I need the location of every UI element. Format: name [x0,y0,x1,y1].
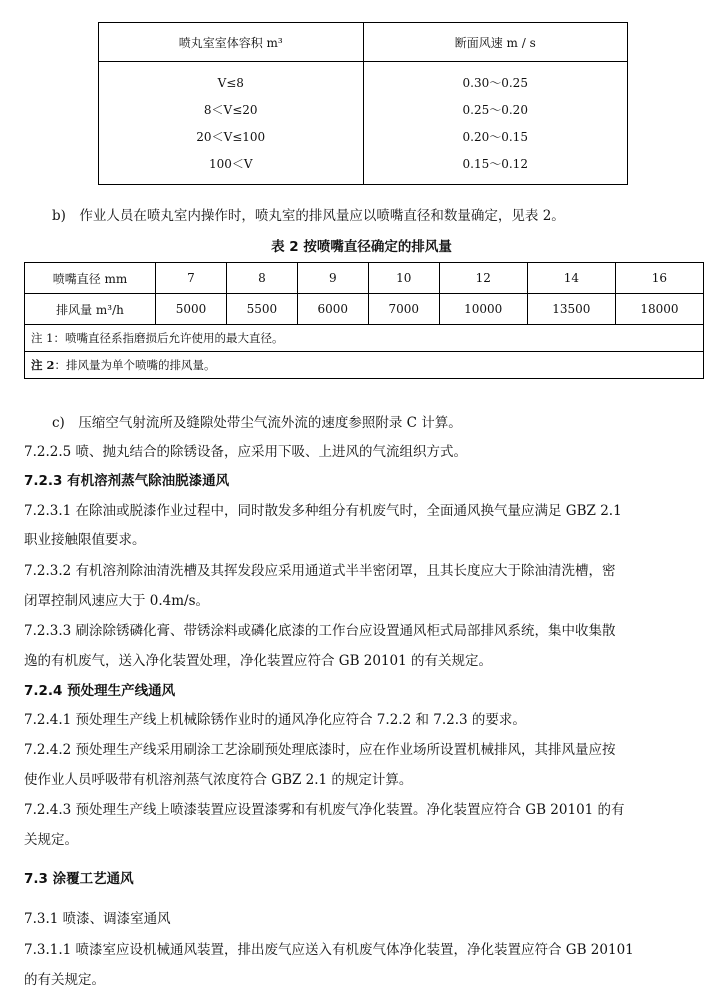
air-speed-table [98,22,628,185]
clause-7-2-4-2-cont: 使作业人员呼吸带有机溶剂蒸气浓度符合 GBZ 2.1 的规定计算。 [24,772,413,788]
table2-cell: 喷嘴直径 mm [25,263,156,294]
table2-cell: 16 [615,263,703,294]
table2-cell: 13500 [527,294,615,325]
note2-label: 注 2 [31,358,55,372]
clause-7-2-3-3: 7.2.3.3 刷涂除锈磷化膏、带锈涂料或磷化底漆的工作台应设置通风柜式局部排风系统，集中收集散 [24,623,616,639]
clause-7-2-3-3-cont: 逸的有机废气，送入净化装置处理，净化装置应符合 GB 20101 的有关规定。 [24,653,493,669]
table2-cell: 10000 [439,294,527,325]
table2-cell: 18000 [615,294,703,325]
volume-cell: 100＜V [208,157,253,171]
table2-cell: 5000 [156,294,227,325]
note2-text: ：排风量为单个喷嘴的排风量。 [54,358,216,372]
heading-7-3: 7.3 涂覆工艺通风 [24,871,134,887]
table2-cell: 6000 [297,294,368,325]
table2-note-2 [25,352,704,379]
table2-cell: 14 [527,263,615,294]
paragraph-c: c) 压缩空气射流所及缝隙处带尘气流外流的速度参照附录 C 计算。 [52,415,462,431]
volume-column [99,62,364,185]
table2-cell: 7000 [368,294,439,325]
clause-7-3-1-1: 7.3.1.1 喷漆室应设机械通风装置，排出废气应送入有机废气体净化装置，净化装置应符合 GB 20101 [24,942,634,958]
clause-7-2-4-1: 7.2.4.1 预处理生产线上机械除锈作业时的通风净化应符合 7.2.2 和 7.2.3 的要求。 [24,712,526,728]
volume-cell: V≤8 [217,76,244,90]
speed-cell: 0.20～0.15 [462,130,528,144]
clause-7-3-1-1-cont: 的有关规定。 [24,972,105,988]
exhaust-volume-table [24,262,704,379]
speed-column [363,62,628,185]
heading-7-2-4: 7.2.4 预处理生产线通风 [24,683,176,699]
clause-7-2-3-1: 7.2.3.1 在除油或脱漆作业过程中，同时散发多种组分有机废气时，全面通风换气量应满足 GBZ 2.1 [24,503,622,519]
table2-cell: 排风量 m³/h [25,294,156,325]
volume-header: 喷丸室室体容积 m³ [99,23,364,62]
speed-cell: 0.15～0.12 [462,157,528,171]
speed-cell: 0.30～0.25 [462,76,528,90]
volume-cell: 20＜V≤100 [196,130,266,144]
clause-7-2-3-2: 7.2.3.2 有机溶剂除油清洗槽及其挥发段应采用通道式半半密闭罩，且其长度应大于除油清洗槽，密 [24,563,616,579]
heading-7-2-3: 7.2.3 有机溶剂蒸气除油脱漆通风 [24,473,230,489]
table2-cell: 7 [156,263,227,294]
table2-cell: 9 [297,263,368,294]
table2-cell: 8 [226,263,297,294]
table2-cell: 10 [368,263,439,294]
table2-cell: 12 [439,263,527,294]
paragraph-b: b) 作业人员在喷丸室内操作时，喷丸室的排风量应以喷嘴直径和数量确定，见表 2。 [52,208,565,224]
speed-cell: 0.25～0.20 [462,103,528,117]
table2-note-1: 注 1：喷嘴直径系指磨损后允许使用的最大直径。 [25,325,704,352]
volume-cell: 8＜V≤20 [203,103,258,117]
clause-7-2-3-2-cont: 闭罩控制风速应大于 0.4m/s。 [24,593,210,609]
clause-7-2-4-3: 7.2.4.3 预处理生产线上喷漆装置应设置漆雾和有机废气净化装置。净化装置应符合 GB 20101 的有 [24,802,625,818]
clause-7-2-2-5: 7.2.2.5 喷、抛丸结合的除锈设备，应采用下吸、上进风的气流组织方式。 [24,444,468,460]
clause-7-2-3-1-cont: 职业接触限值要求。 [24,532,146,548]
clause-7-2-4-2: 7.2.4.2 预处理生产线采用刷涂工艺涂刷预处理底漆时，应在作业场所设置机械排风，其排风量应按 [24,742,616,758]
speed-header: 断面风速 m / s [363,23,628,62]
table2-caption: 表 2 按喷嘴直径确定的排风量 [271,239,452,255]
heading-7-3-1: 7.3.1 喷漆、调漆室通风 [24,911,171,927]
table2-cell: 5500 [226,294,297,325]
clause-7-2-4-3-cont: 关规定。 [24,832,78,848]
